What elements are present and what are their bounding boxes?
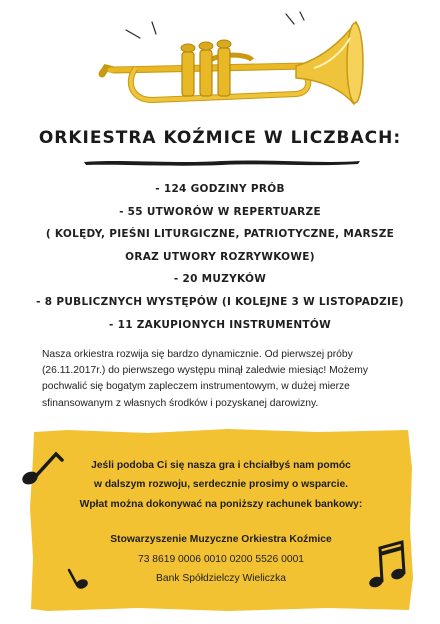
stats-list — [0, 178, 440, 336]
support-appeal — [38, 456, 404, 514]
stat-line: ( KOLĘDY, PIEŚNI LITURGICZNE, PATRIOTYCZNE, MARSZE — [45, 228, 395, 241]
recipient-name: Stowarzyszenie Muzyczne Orkiestra Koźmice — [110, 534, 332, 546]
stat-line: - 8 PUBLICZNYCH WYSTĘPÓW (I KOLEJNE 3 W LISTOPADZIE) — [36, 295, 404, 308]
stat-line: - 20 MUZYKÓW — [173, 273, 267, 286]
page-title: ORKIESTRA KOŹMICE W LICZBACH: — [38, 128, 402, 148]
support-line: Jeśli podoba Ci się nasza gra i chciałbyś nam pomóc — [91, 460, 351, 471]
brush-underline — [82, 156, 362, 168]
account-number: 73 8619 0006 0010 0200 5526 0001 — [137, 553, 305, 565]
stat-line: - 11 ZAKUPIONYCH INSTRUMENTÓW — [108, 318, 331, 331]
trumpet-illustration — [96, 8, 368, 120]
bank-details — [38, 530, 404, 589]
support-line: Wpłat można dokonywać na poniższy rachunek bankowy: — [79, 498, 363, 510]
bank-name: Bank Spółdzielczy Wieliczka — [156, 573, 286, 585]
stat-line: - 124 GODZINY PRÓB — [155, 183, 285, 195]
description-paragraph: Nasza orkiestra rozwija się bardzo dynamicznie. Od pierwszej próby (26.11.2017r.) do pierwszego występu minął zaledwie miesiąc! Możemy pochwalić się bogatym zapleczem instrumentowym, w dużej mierze sfinansowanym z własnych środków i pozyskanej darowizny. — [42, 349, 369, 409]
stat-line: ORAZ UTWORY ROZRYWKOWE) — [125, 250, 315, 263]
support-section — [38, 428, 404, 589]
support-line: w dalszym rozwoju, serdecznie prosimy o wsparcie. — [93, 479, 349, 491]
stat-line: - 55 UTWORÓW W REPERTUARZE — [119, 205, 321, 218]
